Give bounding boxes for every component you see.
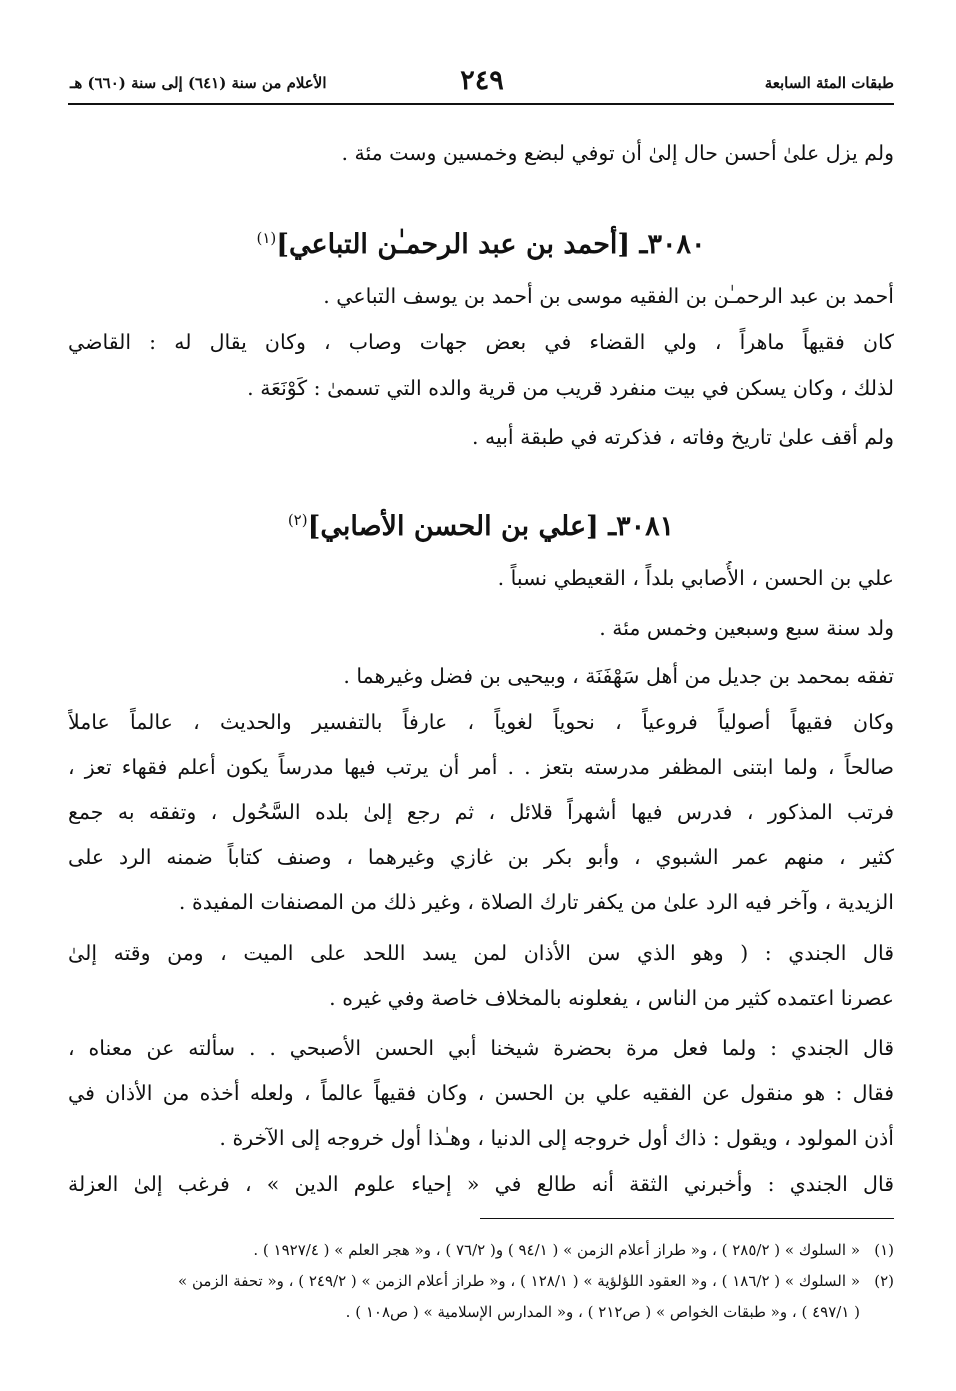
footnote-2: [68, 1269, 894, 1293]
page-header: [70, 66, 894, 98]
running-title-left: الأعلام من سنة (٦٤١) إلى سنة (٦٦٠) هـ: [70, 74, 327, 92]
text-line: علي بن الحسن ، الأُصابي بلداً ، القعيطي نسباً .: [497, 566, 894, 590]
footnote-text: « السلوك » ( ١٨٦/٢ ) ، و« العقود اللؤلؤية » ( ١٢٨/١ ) ، و« طراز أعلام الزمن » ( ٢٤٩/٢ ) ، و« تحفة الزمن »: [178, 1272, 860, 1290]
text-line: صالحاً ، ولما ابتنى المظفر مدرسته بتعز . . أمر أن يرتب فيها مدرساً يكون أعلم فقهاء تعز ،: [68, 755, 894, 779]
text-line: قال الجندي : ( وهو الذي سن الأذان لمن يسد اللحد على الميت ، ومن وقته إلىٰ: [68, 941, 894, 965]
text-line: فقال : هو منقول عن الفقيه علي بن الحسن ، وكان فقيهاً عالماً ، ولعله أخذه من الأذان في: [68, 1081, 894, 1105]
page-number: ٢٤٩: [460, 65, 504, 96]
text-line: كان فقيهاً ماهراً ، ولي القضاء في بعض جهات وصاب ، وكان يقال له : القاضي: [68, 330, 894, 354]
text-line: الزيدية ، وآخر فيه الرد علىٰ من يكفر تارك الصلاة ، وغير ذلك من المصنفات المفيدة .: [178, 890, 894, 914]
footnote-number: (٢): [874, 1272, 894, 1290]
bio-title-text: ٣٠٨٠ـ [أحمد بن عبد الرحمـٰن التباعي]: [276, 229, 706, 260]
running-title-right: طبقات المئة السابعة: [764, 74, 894, 92]
text-line: أذن المولود ، ويقول : ذاك أول خروجه إلى الدنيا ، وهـٰذا أول خروجه إلى الآخرة .: [219, 1126, 894, 1150]
footnote-rule: [480, 1218, 894, 1219]
footnote-ref-2: (٢): [287, 511, 308, 529]
text-line: عصرنا اعتمده كثير من الناس ، يفعلونه بالمخلاف خاصة وفي غيره .: [329, 986, 894, 1010]
text-line: كثير ، منهم عمر الشبوي ، وأبو بكر بن غازي وغيرهما ، وصنف كتاباً ضمنه الرد على: [68, 845, 894, 869]
bio-title-text: ٣٠٨١ـ [علي بن الحسن الأصابي]: [307, 511, 675, 542]
footnote-1: [68, 1238, 894, 1262]
text-line: ولد سنة سبع وسبعين وخمس مئة .: [599, 616, 894, 640]
footnote-text: ( ٤٩٧/١ ) ، و« طبقات الخواص » ( ص٢١٢ ) ، و« المدارس الإسلامية » ( ص١٠٨ ) .: [345, 1303, 860, 1321]
text-line: أحمد بن عبد الرحمـٰن بن الفقيه موسى بن أحمد بن يوسف التباعي .: [323, 284, 894, 308]
bio-title-3080: [68, 218, 894, 265]
footnote-text: « السلوك » ( ٢٨٥/٢ ) ، و« طراز أعلام الزمن » ( ٩٤/١ ) و( ٧٦/٢ ) ، و« هجر العلم » ( ١٩٢٧/٤ ) .: [253, 1241, 860, 1259]
text-line: قال الجندي : ولما فعل مرة بحضرة شيخنا أبي الحسن الأصبحي . . سألته عن معناه ،: [68, 1036, 894, 1060]
intro-line: ولم يزل علىٰ أحسن حال إلىٰ أن توفي لبضع وخمسين وست مئة .: [341, 141, 894, 165]
footnote-2-cont: [68, 1300, 894, 1324]
text-line: لذلك ، وكان يسكن في بيت منفرد قريب من قرية والده التي تسمىٰ : كَوْنَعَة .: [247, 376, 894, 400]
text-line: ولم أقف علىٰ تاريخ وفاته ، فذكرته في طبقة أبيه .: [472, 425, 894, 449]
text-line: فرتب المذكور ، فدرس فيها أشهراً قلائل ، ثم رجع إلىٰ بلده السَّحُول ، وتفقه به جمع: [68, 800, 894, 824]
text-line: قال الجندي : وأخبرني الثقة أنه طالع في « إحياء علوم الدين » ، فرغب إلىٰ العزلة: [68, 1172, 894, 1196]
text-line: وكان فقيهاً أصولياً فروعياً ، نحوياً لغوياً ، عارفاً بالتفسير والحديث ، عالماً عاملاً: [68, 710, 894, 734]
header-rule: [68, 103, 894, 105]
text-line: تفقه بمحمد بن جديل من أهل سَهْفَنَة ، وبيحيى بن فضل وغيرهما .: [343, 664, 894, 688]
footnote-number: (١): [874, 1241, 894, 1259]
bio-title-3081: [68, 500, 894, 547]
footnote-ref-1: (١): [256, 229, 277, 247]
